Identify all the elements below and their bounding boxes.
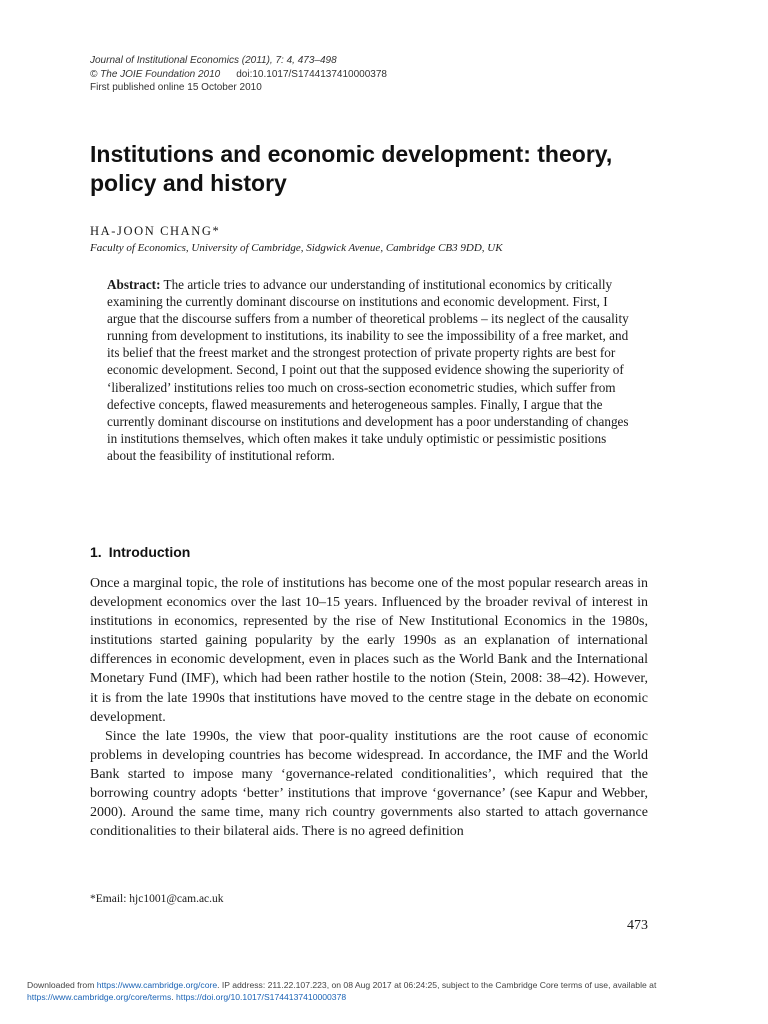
abstract (107, 276, 633, 464)
download-notice: Downloaded from https://www.cambridge.org/core. IP address: 211.22.107.223, on 08 Aug 2017 at 06:24:25, subject to the Cambridge Core terms of use, available at https://www.cambridge.org/core/terms. https://doi.org/10.1017/S1744137410000378 (27, 980, 657, 1002)
published-date: First published online 15 October 2010 (90, 82, 262, 93)
section-heading (90, 544, 190, 560)
copyright: © The JOIE Foundation 2010 (90, 68, 221, 80)
doi-link[interactable]: https://doi.org/10.1017/S1744137410000378 (176, 992, 347, 1002)
section-title: Introduction (108, 544, 191, 560)
journal-citation: Journal of Institutional Economics (2011), 7: 4, 473–498 (90, 55, 337, 66)
body-text (90, 574, 648, 841)
terms-link[interactable]: https://www.cambridge.org/core/terms (27, 992, 172, 1002)
doi: doi:10.1017/S1744137410000378 (236, 68, 387, 80)
cambridge-core-link[interactable]: https://www.cambridge.org/core (96, 980, 218, 990)
journal-header (90, 54, 387, 95)
page-number: 473 (627, 918, 648, 933)
author-name: HA-JOON CHANG* (90, 224, 221, 238)
abstract-label: Abstract: (107, 277, 161, 292)
copyright-line (90, 68, 387, 82)
author-affiliation: Faculty of Economics, University of Cambridge, Sidgwick Avenue, Cambridge CB3 9DD, UK (90, 242, 503, 254)
article-title: Institutions and economic development: theory, policy and history (90, 141, 613, 196)
paragraph: Since the late 1990s, the view that poor-quality institutions are the root cause of economic problems in developing countries has become widespread. In accordance, the IMF and the World Bank started to impose many ‘governance-related conditionalities’, which required that the borrowing country adopts ‘better’ institutions that improve ‘governance’ (see Kapur and Webber, 2000). Around the same time, many rich country governments also started to attach governance conditionalities to their bilateral aids. There is no agreed definition (90, 728, 648, 840)
section-number: 1. (90, 544, 102, 560)
footnote: *Email: hjc1001@cam.ac.uk (90, 893, 224, 905)
paragraph: Once a marginal topic, the role of institutions has become one of the most popular research areas in development economics over the last 10–15 years. Influenced by the broader revival of interest in institutions in economics, represented by the rise of New Institutional Economics in the 1980s, institutions started gaining popularity by the early 1990s as an explanation of international differences in economic development, even in places such as the World Bank and the International Monetary Fund (IMF), which had been rather hostile to the notion (Stein, 2008: 38–42). However, it is from the late 1990s that institutions have moved to the centre stage in the debate on economic development. (90, 576, 648, 725)
abstract-text: The article tries to advance our understanding of institutional economics by critically examining the currently dominant discourse on institutions and economic development. First, I argue that the discourse suffers from a number of theoretical problems – its neglect of the causality running from development to institutions, its inability to see the impossibility of a free market, and its belief that the freest market and the strongest protection of private property rights are best for economic development. Second, I point out that the supposed evidence showing the superiority of ‘liberalized’ institutions relies too much on cross-section econometric studies, which suffer from defective concepts, flawed measurements and heterogeneous samples. Finally, I argue that the currently dominant discourse on institutions and development has a poor understanding of changes in institutions themselves, which often makes it take unduly optimistic or pessimistic positions about the feasibility of institutional reform. (107, 277, 629, 463)
